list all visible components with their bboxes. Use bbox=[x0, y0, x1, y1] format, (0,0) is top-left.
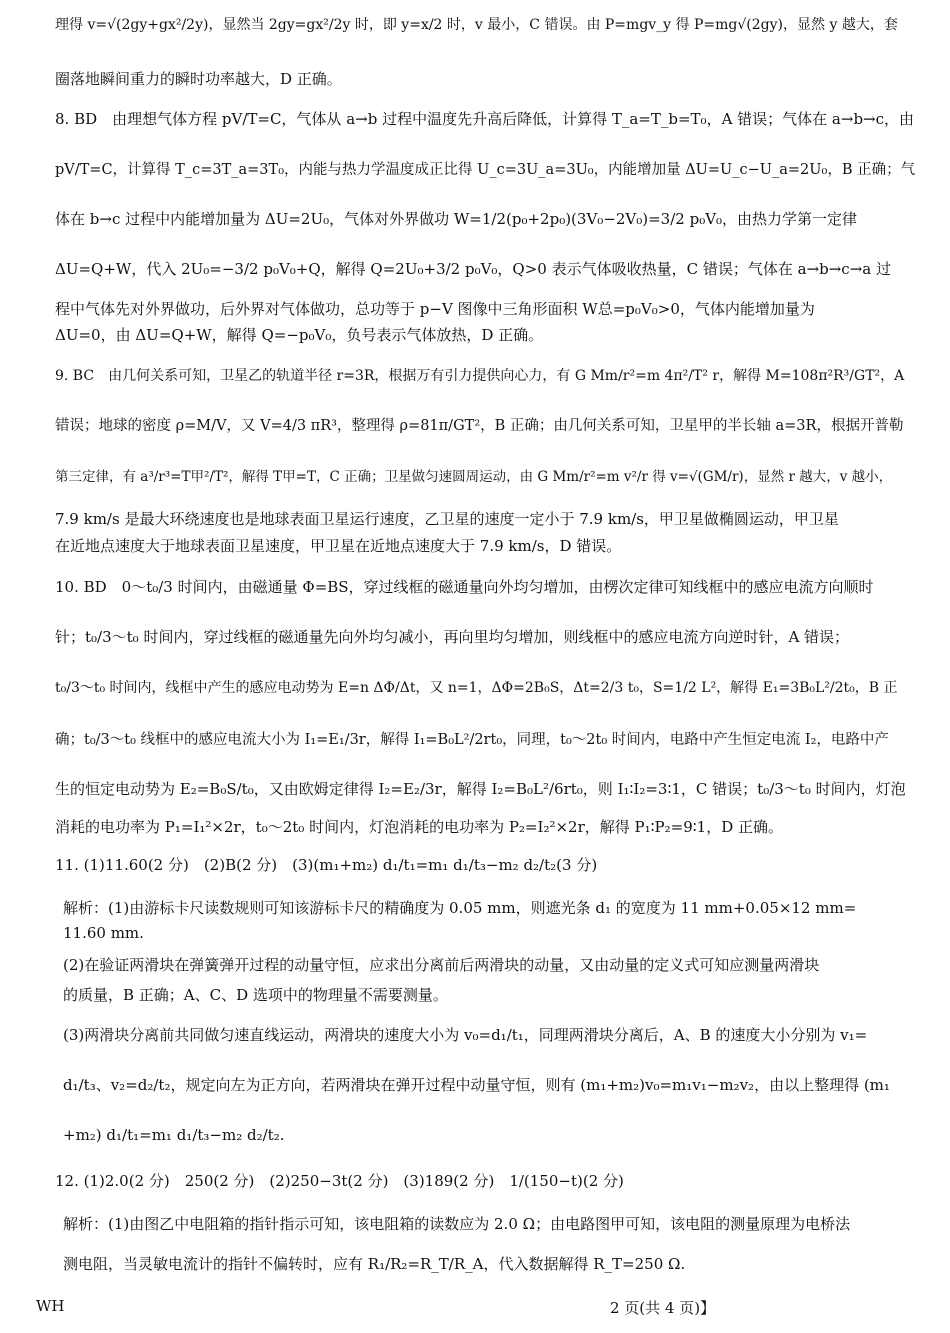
text-line: t₀/3～t₀ 时间内，线框中产生的感应电动势为 E=n ΔΦ/Δt，又 n=1，ΔΦ=2B₀S，Δt=2/3 t₀，S=1/2 L²，解得 E₁=3B₀L²/2t₀，B 正 bbox=[55, 680, 898, 696]
text-line: 体在 b→c 过程中内能增加量为 ΔU=2U₀，气体对外界做功 W=1/2(p₀+2p₀)(3V₀−2V₀)=3/2 p₀V₀，由热力学第一定律 bbox=[55, 210, 858, 228]
text-line: 11. (1)11.60(2 分) (2)B(2 分) (3)(m₁+m₂) d₁/t₁=m₁ d₁/t₃−m₂ d₂/t₂(3 分) bbox=[55, 856, 598, 874]
page-number: 2 页(共 4 页)】 bbox=[610, 1299, 716, 1317]
text-line: 生的恒定电动势为 E₂=B₀S/t₀，又由欧姆定律得 I₂=E₂/3r，解得 I₂=B₀L²/6rt₀，则 I₁∶I₂=3∶1，C 错误；t₀/3～t₀ 时间内，灯泡 bbox=[55, 780, 906, 798]
text-line: 解析：(1)由图乙中电阻箱的指针指示可知，该电阻箱的读数应为 2.0 Ω；由电路图甲可知，该电阻的测量原理为电桥法 bbox=[63, 1215, 851, 1233]
text-line: 解析：(1)由游标卡尺读数规则可知该游标卡尺的精确度为 0.05 mm，则遮光条 d₁ 的宽度为 11 mm+0.05×12 mm= bbox=[63, 899, 857, 917]
text-line: 消耗的电功率为 P₁=I₁²×2r，t₀～2t₀ 时间内，灯泡消耗的电功率为 P₂=I₂²×2r，解得 P₁∶P₂=9∶1，D 正确。 bbox=[55, 818, 783, 836]
text-line: 的质量，B 正确；A、C、D 选项中的物理量不需要测量。 bbox=[63, 986, 448, 1004]
text-line: 测电阻，当灵敏电流计的指针不偏转时，应有 R₁/R₂=R_T/R_A，代入数据解得 R_T=250 Ω. bbox=[63, 1255, 686, 1273]
text-line: (2)在验证两滑块在弹簧弹开过程的动量守恒，应求出分离前后两滑块的动量，又由动量的定义式可知应测量两滑块 bbox=[63, 956, 820, 974]
text-line: ΔU=Q+W，代入 2U₀=−3/2 p₀V₀+Q，解得 Q=2U₀+3/2 p₀V₀，Q>0 表示气体吸收热量，C 错误；气体在 a→b→c→a 过 bbox=[55, 260, 891, 278]
text-line: 12. (1)2.0(2 分) 250(2 分) (2)250−3t(2 分) (3)189(2 分) 1/(150−t)(2 分) bbox=[55, 1172, 624, 1190]
text-line: 在近地点速度大于地球表面卫星速度，甲卫星在近地点速度大于 7.9 km/s，D 错误。 bbox=[55, 537, 622, 555]
text-line: 针；t₀/3～t₀ 时间内，穿过线框的磁通量先向外均匀减小，再向里均匀增加，则线框中的感应电流方向逆时针，A 错误； bbox=[55, 628, 850, 646]
text-line: 理得 v=√(2gy+gx²/2y)，显然当 2gy=gx²/2y 时，即 y=x/2 时，v 最小，C 错误。由 P=mgv_y 得 P=mg√(2gy)，显然 y 越大，套 bbox=[55, 17, 898, 33]
text-line: (3)两滑块分离前共同做匀速直线运动，两滑块的速度大小为 v₀=d₁/t₁，同理两滑块分离后，A、B 的速度大小分别为 v₁= bbox=[63, 1026, 868, 1044]
text-line: +m₂) d₁/t₁=m₁ d₁/t₃−m₂ d₂/t₂. bbox=[63, 1126, 285, 1144]
text-line: pV/T=C，计算得 T_c=3T_a=3T₀，内能与热力学温度成正比得 U_c=3U_a=3U₀，内能增加量 ΔU=U_c−U_a=2U₀，B 正确；气 bbox=[55, 162, 916, 178]
text-line: 确；t₀/3～t₀ 线框中的感应电流大小为 I₁=E₁/3r，解得 I₁=B₀L²/2rt₀，同理，t₀～2t₀ 时间内，电路中产生恒定电流 I₂，电路中产 bbox=[55, 732, 889, 748]
text-line: 11.60 mm. bbox=[63, 924, 144, 942]
text-line: d₁/t₃、v₂=d₂/t₂，规定向左为正方向，若两滑块在弹开过程中动量守恒，则有 (m₁+m₂)v₀=m₁v₁−m₂v₂，由以上整理得 (m₁ bbox=[63, 1076, 890, 1094]
text-line: 圈落地瞬间重力的瞬时功率越大，D 正确。 bbox=[55, 70, 342, 88]
text-line: 7.9 km/s 是最大环绕速度也是地球表面卫星运行速度，乙卫星的速度一定小于 7.9 km/s，甲卫星做椭圆运动，甲卫星 bbox=[55, 510, 839, 528]
text-line: 8. BD 由理想气体方程 pV/T=C，气体从 a→b 过程中温度先升高后降低，计算得 T_a=T_b=T₀，A 错误；气体在 a→b→c，由 bbox=[55, 110, 915, 128]
text-line: 9. BC 由几何关系可知，卫星乙的轨道半径 r=3R，根据万有引力提供向心力，有 G Mm/r²=m 4π²/T² r，解得 M=108π²R³/GT²，A bbox=[55, 368, 905, 384]
text-line: 程中气体先对外界做功，后外界对气体做功，总功等于 p−V 图像中三角形面积 W总=p₀V₀>0，气体内能增加量为 bbox=[55, 300, 815, 318]
text-line: 10. BD 0～t₀/3 时间内，由磁通量 Φ=BS，穿过线框的磁通量向外均匀增加，由楞次定律可知线框中的感应电流方向顺时 bbox=[55, 578, 874, 596]
text-line: 错误；地球的密度 ρ=M/V，又 V=4/3 πR³，整理得 ρ=81π/GT²，B 正确；由几何关系可知，卫星甲的半长轴 a=3R，根据开普勒 bbox=[55, 418, 904, 434]
text-line: ΔU=0，由 ΔU=Q+W，解得 Q=−p₀V₀，负号表示气体放热，D 正确。 bbox=[55, 326, 544, 344]
footer-code: WH bbox=[36, 1297, 65, 1315]
text-line: 第三定律，有 a³/r³=T甲²/T²，解得 T甲=T，C 正确；卫星做匀速圆周运动，由 G Mm/r²=m v²/r 得 v=√(GM/r)，显然 r 越大，v 越小， bbox=[55, 469, 893, 485]
